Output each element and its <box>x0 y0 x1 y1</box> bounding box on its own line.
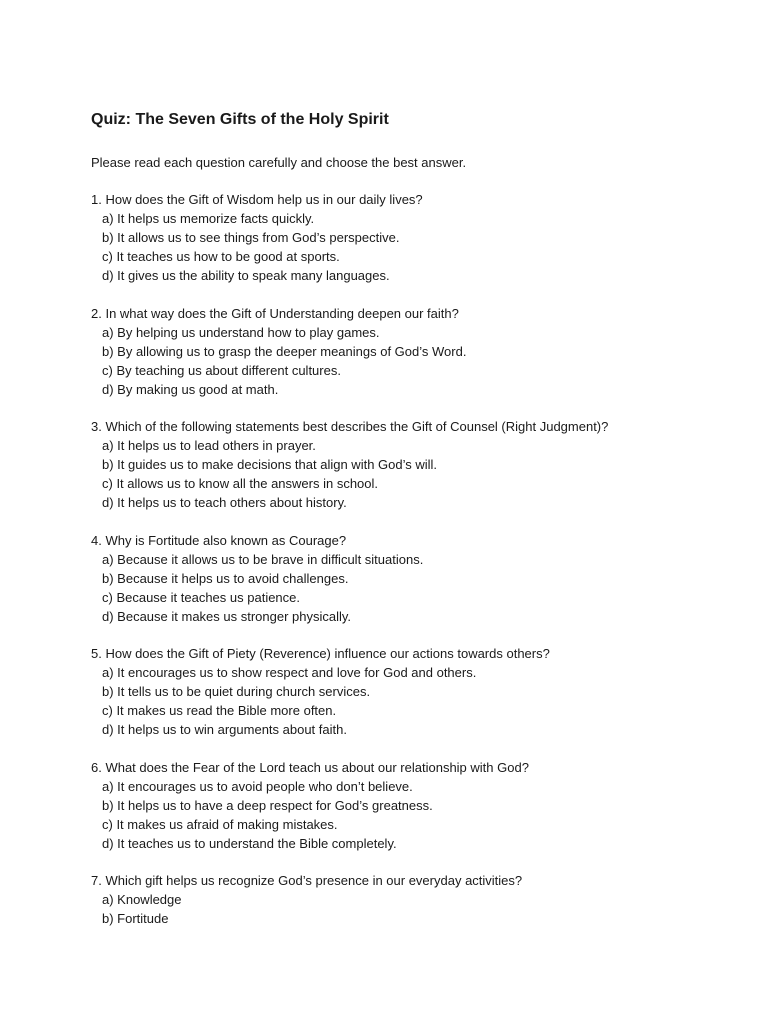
answer-option: b) By allowing us to grasp the deeper meanings of God’s Word. <box>102 343 467 359</box>
answer-option: b) It allows us to see things from God’s perspective. <box>102 230 400 245</box>
question-2 <box>91 304 731 399</box>
answer-option: d) It teaches us to understand the Bible completely. <box>102 835 397 851</box>
answer-options <box>91 209 731 285</box>
answer-options <box>91 323 731 399</box>
quiz-instructions: Please read each question carefully and choose the best answer. <box>91 155 467 170</box>
question-4 <box>91 531 731 626</box>
question-1 <box>91 190 731 285</box>
answer-option: c) Because it teaches us patience. <box>102 589 301 605</box>
answer-option: d) Because it makes us stronger physically. <box>102 608 352 624</box>
answer-option: b) It tells us to be quiet during church services. <box>102 684 371 699</box>
answer-option: c) It allows us to know all the answers in school. <box>102 476 379 491</box>
answer-option: c) It teaches us how to be good at sports. <box>102 249 340 264</box>
answer-option: b) Because it helps us to avoid challenges. <box>102 570 349 586</box>
question-7 <box>91 871 731 928</box>
question-5 <box>91 644 731 739</box>
answer-options <box>91 663 731 739</box>
answer-option: d) By making us good at math. <box>102 381 279 397</box>
question-text: 5. How does the Gift of Piety (Reverence) influence our actions towards others? <box>91 646 550 661</box>
answer-option: c) By teaching us about different cultures. <box>102 362 341 378</box>
question-text: 7. Which gift helps us recognize God’s presence in our everyday activities? <box>91 873 523 888</box>
answer-options <box>91 777 731 853</box>
answer-option: c) It makes us afraid of making mistakes. <box>102 816 338 832</box>
question-text: 4. Why is Fortitude also known as Courage? <box>91 532 347 548</box>
answer-option: a) It encourages us to avoid people who don’t believe. <box>102 778 413 794</box>
answer-options <box>91 890 731 928</box>
answer-option: b) It helps us to have a deep respect for God’s greatness. <box>102 797 433 813</box>
answer-option: a) Because it allows us to be brave in difficult situations. <box>102 551 424 567</box>
answer-option: a) It helps us memorize facts quickly. <box>102 211 315 226</box>
question-text: 1. How does the Gift of Wisdom help us in our daily lives? <box>91 192 423 207</box>
answer-option: d) It gives us the ability to speak many languages. <box>102 268 390 283</box>
question-list <box>91 190 731 928</box>
answer-option: c) It makes us read the Bible more often. <box>102 703 337 718</box>
answer-option: a) It encourages us to show respect and love for God and others. <box>102 665 477 680</box>
question-6 <box>91 758 731 853</box>
answer-option: d) It helps us to win arguments about faith. <box>102 722 347 737</box>
answer-option: a) It helps us to lead others in prayer. <box>102 438 316 453</box>
answer-option: b) Fortitude <box>102 911 169 926</box>
answer-option: a) By helping us understand how to play games. <box>102 324 380 340</box>
quiz-title: Quiz: The Seven Gifts of the Holy Spirit <box>91 111 389 128</box>
question-text: 2. In what way does the Gift of Understanding deepen our faith? <box>91 305 459 321</box>
answer-option: a) Knowledge <box>102 892 182 907</box>
question-text: 3. Which of the following statements best describes the Gift of Counsel (Right Judgment)? <box>91 419 609 434</box>
answer-option: b) It guides us to make decisions that align with God’s will. <box>102 457 438 472</box>
answer-option: d) It helps us to teach others about history. <box>102 495 347 510</box>
answer-options <box>91 436 731 512</box>
quiz-document <box>91 110 731 947</box>
question-3 <box>91 417 731 512</box>
question-text: 6. What does the Fear of the Lord teach us about our relationship with God? <box>91 759 529 775</box>
answer-options <box>91 550 731 626</box>
